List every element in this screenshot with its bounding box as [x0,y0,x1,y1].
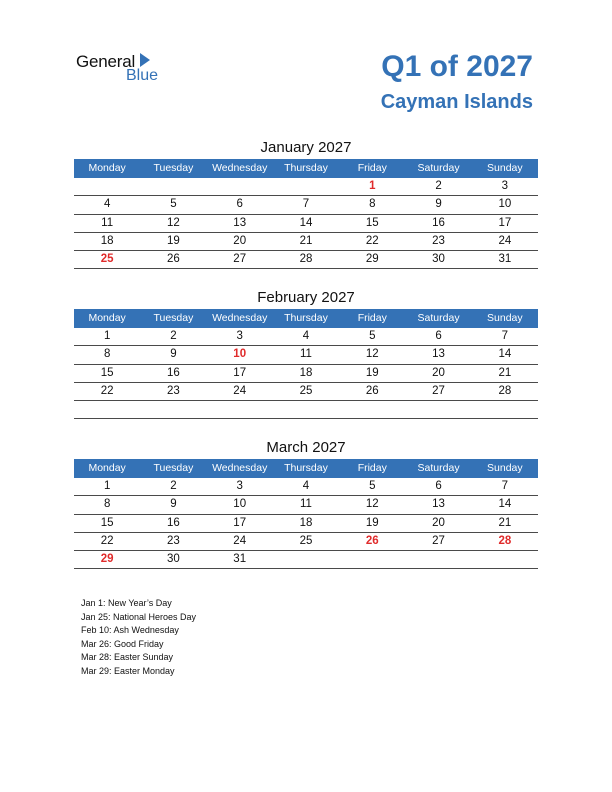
week-row [74,346,538,364]
day-cell: 7 [501,330,509,342]
weekday-label: Monday [88,162,126,174]
day-cell: 4 [302,480,310,492]
day-cell: 6 [435,480,442,492]
holiday-note: Mar 29: Easter Monday [81,665,175,676]
weekday-label: Sunday [487,462,523,474]
day-cell: 25 [299,384,313,397]
day-cell: 15 [100,366,114,379]
day-cell: 11 [300,348,312,361]
day-cell: 28 [498,534,512,547]
day-cell: 5 [170,198,177,211]
day-cell: 1 [369,180,376,192]
month-days [74,328,538,419]
weekday-label: Wednesday [212,162,268,174]
week-row [74,328,538,346]
day-cell: 12 [365,348,379,361]
weekday-label: Friday [357,312,387,324]
country-subtitle: Cayman Islands [380,91,533,113]
day-cell: 2 [170,480,177,492]
holiday-note: Mar 26: Good Friday [81,638,164,649]
month-days [74,178,538,269]
day-cell [472,551,538,568]
day-cell: 9 [170,498,177,511]
day-cell: 26 [365,534,379,547]
day-cell: 27 [432,534,445,547]
day-cell: 29 [100,553,114,566]
week-row [74,215,538,233]
day-cell: 25 [100,253,114,266]
day-cell: 7 [501,480,509,492]
day-cell: 27 [233,253,247,266]
holiday-note: Jan 1: New Year’s Day [81,598,172,608]
day-cell: 29 [365,253,379,266]
day-cell [74,401,140,418]
weekday-label: Saturday [417,162,460,174]
month-title: March 2027 [266,439,346,456]
holiday-notes [81,597,196,679]
day-cell: 20 [233,234,247,247]
weekday-label: Tuesday [153,462,194,474]
day-cell: 30 [167,553,180,566]
logo-flag-icon [140,53,150,67]
day-cell: 14 [498,498,512,511]
weekday-header [74,459,538,478]
day-cell [472,401,538,418]
day-cell: 21 [299,234,313,247]
day-cell: 20 [432,516,445,529]
day-cell: 23 [432,234,445,247]
weekday-label: Wednesday [212,462,268,474]
day-cell: 31 [498,253,512,266]
week-row [74,496,538,514]
day-cell: 11 [300,498,312,511]
day-cell: 19 [365,366,379,379]
day-cell: 2 [435,180,442,192]
week-row [74,401,538,419]
day-cell: 8 [103,348,111,361]
day-cell: 4 [302,330,310,342]
day-cell [140,178,206,195]
day-cell: 24 [233,384,247,397]
month-title: January 2027 [260,139,352,156]
day-cell [273,551,339,568]
day-cell: 10 [233,348,247,361]
day-cell: 20 [432,366,445,379]
week-row [74,551,538,569]
day-cell: 25 [299,534,313,547]
day-cell: 8 [103,498,111,511]
day-cell: 22 [100,534,114,547]
weekday-label: Friday [357,162,387,174]
weekday-header [74,309,538,328]
weekday-label: Wednesday [212,312,268,324]
day-cell [140,401,206,418]
day-cell: 26 [365,384,379,397]
week-row [74,533,538,551]
day-cell: 18 [299,516,313,529]
day-cell: 19 [167,234,180,247]
holiday-note: Jan 25: National Heroes Day [81,611,197,622]
day-cell: 21 [498,516,512,529]
day-cell [405,551,471,568]
logo-text-blue: Blue [126,67,159,84]
day-cell: 9 [170,348,177,361]
day-cell: 15 [100,516,114,529]
week-row [74,251,538,269]
day-cell: 12 [365,498,379,511]
day-cell: 10 [233,498,247,511]
day-cell: 23 [167,534,180,547]
day-cell: 22 [365,234,379,247]
day-cell: 15 [365,216,379,229]
weekday-label: Sunday [487,312,523,324]
month-calendar-february [74,287,538,419]
week-row [74,478,538,496]
day-cell: 6 [236,198,243,211]
weekday-label: Sunday [487,162,523,174]
day-cell: 18 [100,234,114,247]
weekday-label: Saturday [417,462,460,474]
day-cell: 30 [432,253,445,266]
day-cell: 4 [103,198,111,211]
day-cell: 2 [170,330,177,342]
week-row [74,383,538,401]
weekday-label: Tuesday [153,162,194,174]
day-cell: 9 [435,198,442,211]
weekday-label: Thursday [284,462,328,474]
day-cell: 1 [103,330,111,342]
week-row [74,196,538,214]
holiday-note: Feb 10: Ash Wednesday [81,625,179,636]
day-cell: 18 [299,366,313,379]
weekday-label: Thursday [284,162,328,174]
day-cell [273,401,339,418]
day-cell: 5 [369,330,376,342]
day-cell: 24 [498,234,512,247]
day-cell: 19 [365,516,379,529]
day-cell: 10 [498,198,512,211]
day-cell [339,401,405,418]
day-cell: 31 [233,553,247,566]
day-cell: 11 [101,216,114,229]
day-cell: 28 [299,253,313,266]
day-cell: 22 [100,384,114,397]
weekday-label: Monday [88,462,126,474]
day-cell: 27 [432,384,445,397]
weekday-label: Monday [88,312,126,324]
day-cell [207,401,273,418]
day-cell: 5 [369,480,376,492]
day-cell: 17 [233,366,247,379]
day-cell: 14 [299,216,313,229]
day-cell: 24 [233,534,247,547]
day-cell [207,178,273,195]
weekday-label: Thursday [284,312,328,324]
week-row [74,365,538,383]
day-cell: 14 [498,348,512,361]
month-calendar-march [74,437,538,569]
logo [76,52,176,88]
day-cell [339,551,405,568]
day-cell: 16 [167,366,180,379]
week-row [74,233,538,251]
day-cell: 16 [432,216,445,229]
day-cell: 12 [167,216,180,229]
day-cell: 23 [167,384,180,397]
day-cell [273,178,339,195]
page-title: Q1 of 2027 [381,50,533,83]
day-cell: 16 [167,516,180,529]
day-cell: 3 [501,180,509,192]
day-cell: 17 [233,516,247,529]
day-cell: 3 [236,330,243,342]
holiday-note: Mar 28: Easter Sunday [81,652,174,663]
day-cell: 3 [236,480,243,492]
week-row [74,515,538,533]
day-cell: 1 [103,480,111,492]
weekday-label: Friday [357,462,387,474]
day-cell: 8 [369,198,376,211]
day-cell: 28 [498,384,512,397]
day-cell: 21 [498,366,512,379]
weekday-label: Tuesday [153,312,194,324]
logo-text-general: General [76,52,136,71]
day-cell [405,401,471,418]
month-title: February 2027 [257,289,355,306]
weekday-header [74,159,538,178]
day-cell: 17 [498,216,512,229]
month-calendar-january [74,137,538,269]
day-cell: 7 [302,198,310,211]
week-row [74,178,538,196]
day-cell: 13 [233,216,247,229]
day-cell: 6 [435,330,442,342]
day-cell: 26 [167,253,180,266]
month-days [74,478,538,569]
day-cell: 13 [432,498,445,511]
day-cell: 13 [432,348,445,361]
day-cell [74,178,140,195]
weekday-label: Saturday [417,312,460,324]
